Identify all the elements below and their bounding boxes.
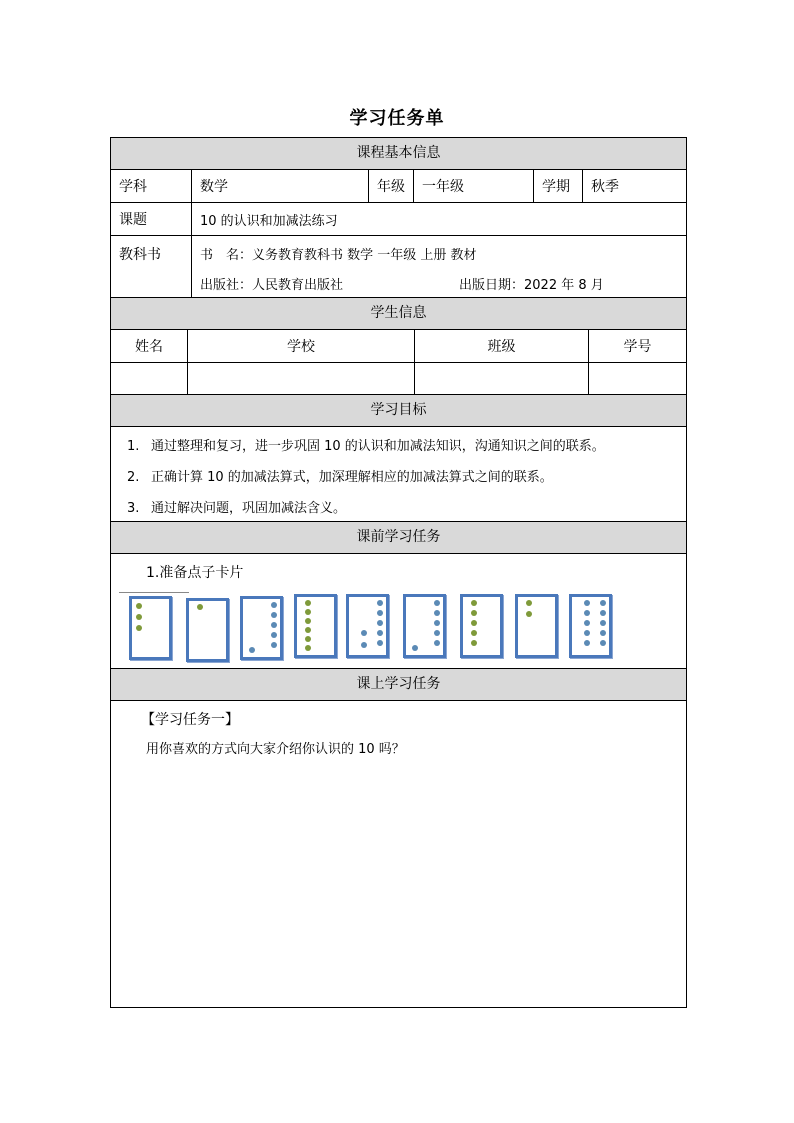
dot-card [240, 596, 283, 660]
blue-dot [434, 630, 440, 636]
blue-dot [377, 640, 383, 646]
goal-item [127, 497, 346, 516]
blue-dot [434, 640, 440, 646]
textbook-info [191, 236, 686, 297]
blue-dot [271, 612, 277, 618]
blue-dot [271, 632, 277, 638]
goal-item [127, 435, 605, 454]
grade-label: 年级 [368, 170, 413, 202]
dot-card [186, 598, 229, 662]
blue-dot [377, 620, 383, 626]
goal-number: 1. [127, 439, 140, 454]
blue-dot [584, 620, 590, 626]
student-value-row [111, 363, 686, 395]
goal-number: 2. [127, 470, 140, 485]
goal-number: 3. [127, 501, 140, 516]
blue-dot [584, 610, 590, 616]
student-class-header: 班级 [414, 330, 588, 362]
green-dot [305, 645, 311, 651]
green-dot [136, 603, 142, 609]
dot-card [129, 596, 172, 660]
green-dot [136, 614, 142, 620]
green-dot [305, 618, 311, 624]
dot-cards [119, 592, 619, 667]
course-row-topic [111, 203, 686, 236]
green-dot [471, 600, 477, 606]
subject-value: 数学 [191, 170, 368, 202]
blue-dot [434, 600, 440, 606]
blue-dot [434, 620, 440, 626]
section-course-info: 课程基本信息 [111, 138, 686, 170]
green-dot [471, 630, 477, 636]
student-id-header: 学号 [588, 330, 686, 362]
task-one-heading: 【学习任务一】 [141, 712, 239, 728]
green-dot [305, 600, 311, 606]
task-one-question: 用你喜欢的方式向大家介绍你认识的 10 吗？ [146, 742, 405, 757]
blue-dot [434, 610, 440, 616]
blue-dot [271, 602, 277, 608]
green-dot [526, 600, 532, 606]
green-dot [471, 610, 477, 616]
task-sheet-table [110, 137, 687, 1008]
student-name-header: 姓名 [135, 339, 163, 355]
blue-dot [377, 610, 383, 616]
blue-dot [584, 640, 590, 646]
student-school-field[interactable] [187, 363, 414, 394]
dot-card [515, 594, 558, 658]
section-student-info: 学生信息 [111, 298, 686, 330]
green-dot [305, 636, 311, 642]
blue-dot [361, 630, 367, 636]
blue-dot [584, 600, 590, 606]
green-dot [526, 611, 532, 617]
goal-text: 通过解决问题，巩固加减法含义。 [151, 501, 347, 516]
goal-text: 正确计算 10 的加减法算式，加深理解相应的加减法算式之间的联系。 [151, 470, 553, 485]
section-goals: 学习目标 [111, 395, 686, 427]
blue-dot [412, 645, 418, 651]
green-dot [305, 609, 311, 615]
student-school-header: 学校 [187, 330, 414, 362]
student-id-field[interactable] [588, 363, 686, 394]
dot-card [346, 594, 389, 658]
book-name: 书 名：义务教育教科书 数学 一年级 上册 教材 [200, 248, 477, 263]
student-header-row [111, 330, 686, 363]
blue-dot [600, 600, 606, 606]
course-row-subject [111, 170, 686, 203]
grade-value: 一年级 [413, 170, 533, 202]
blue-dot [271, 622, 277, 628]
blue-dot [377, 600, 383, 606]
textbook-label: 教科书 [119, 247, 161, 263]
blue-dot [249, 647, 255, 653]
publisher: 出版社：人民教育出版社 [200, 278, 344, 293]
blue-dot [600, 630, 606, 636]
dot-card [460, 594, 503, 658]
underline-mark [119, 592, 189, 593]
blue-dot [600, 640, 606, 646]
term-label: 学期 [533, 170, 582, 202]
dot-card [569, 594, 612, 658]
subject-label: 学科 [119, 179, 147, 195]
term-value: 秋季 [582, 170, 686, 202]
blue-dot [584, 630, 590, 636]
dot-card [294, 594, 337, 658]
green-dot [471, 620, 477, 626]
green-dot [471, 640, 477, 646]
student-class-field[interactable] [414, 363, 588, 394]
pre-task-item: 1.准备点子卡片 [146, 565, 244, 581]
dot-card [403, 594, 446, 658]
blue-dot [600, 610, 606, 616]
green-dot [136, 625, 142, 631]
goal-text: 通过整理和复习，进一步巩固 10 的认识和加减法知识，沟通知识之间的联系。 [151, 439, 605, 454]
topic-value: 10 的认识和加减法练习 [191, 203, 686, 235]
course-row-textbook [111, 236, 686, 298]
topic-label: 课题 [119, 212, 147, 228]
goal-item [127, 466, 553, 485]
document-title: 学习任务单 [349, 108, 445, 129]
pre-class-content [111, 554, 686, 669]
green-dot [197, 604, 203, 610]
blue-dot [361, 642, 367, 648]
section-in-class: 课上学习任务 [111, 669, 686, 701]
blue-dot [271, 642, 277, 648]
student-name-field[interactable] [111, 363, 187, 394]
blue-dot [377, 630, 383, 636]
green-dot [305, 627, 311, 633]
goals-list [111, 427, 686, 522]
in-class-content [111, 701, 686, 1007]
blue-dot [600, 620, 606, 626]
publisher-line [200, 274, 686, 298]
section-pre-class: 课前学习任务 [111, 522, 686, 554]
publish-date: 出版日期：2022 年 8 月 [459, 278, 604, 293]
